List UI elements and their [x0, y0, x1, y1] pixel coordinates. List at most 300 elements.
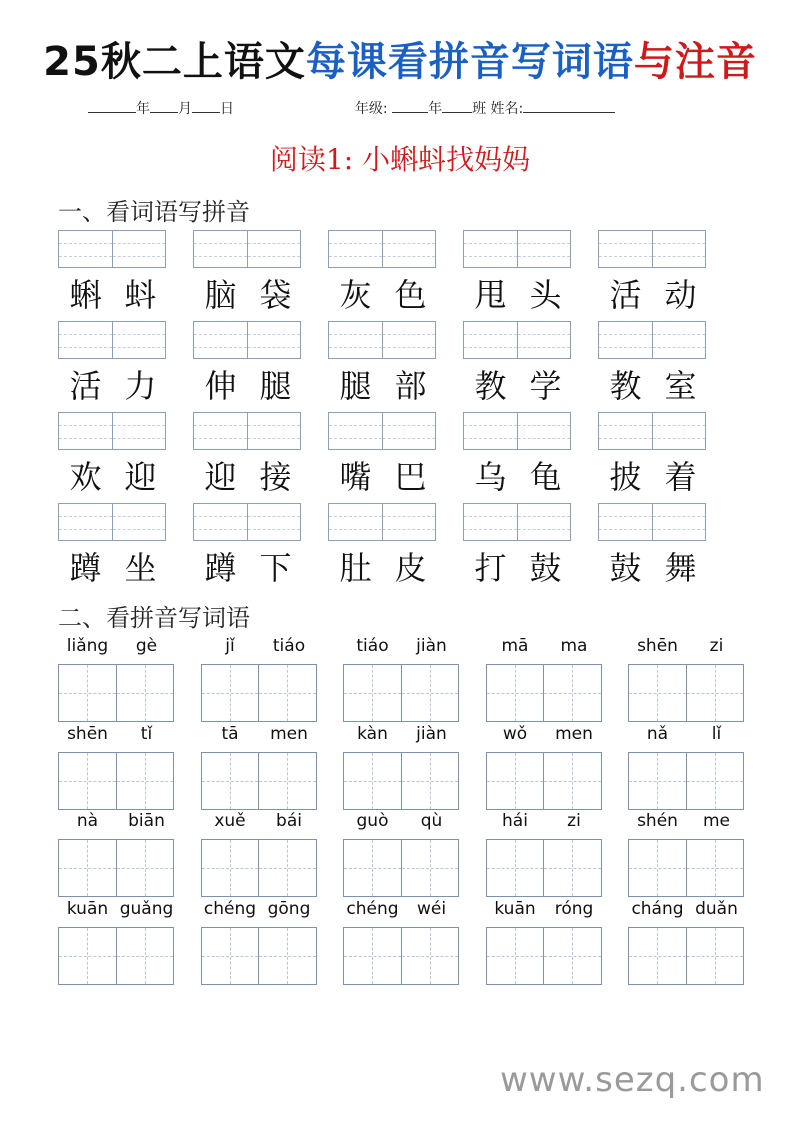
word-character: 色 — [394, 276, 427, 314]
pinyin-line-cell[interactable] — [382, 413, 436, 449]
pinyin-item — [343, 636, 461, 722]
word-character: 迎 — [124, 458, 157, 496]
word-characters — [328, 270, 438, 316]
pinyin-line-cell[interactable] — [517, 504, 571, 540]
pinyin-line — [343, 899, 461, 925]
pinyin-line — [486, 724, 604, 750]
pinyin-writing-box[interactable] — [193, 503, 301, 541]
word-item — [598, 321, 708, 407]
word-character: 蝌 — [69, 276, 102, 314]
word-character: 打 — [474, 549, 507, 587]
pinyin-line-cell[interactable] — [247, 322, 301, 358]
tian-zi-ge-square[interactable] — [629, 928, 686, 984]
pinyin-item — [343, 811, 461, 897]
tian-zi-ge-square[interactable] — [543, 665, 601, 721]
pinyin-line-cell[interactable] — [329, 504, 382, 540]
word-character: 欢 — [69, 458, 102, 496]
character-writing-grid[interactable] — [343, 664, 459, 722]
pinyin-syllable: jiàn — [416, 636, 447, 656]
word-character: 腿 — [339, 367, 372, 405]
pinyin-line — [201, 724, 319, 750]
pinyin-syllable: gōng — [267, 898, 311, 919]
word-characters — [58, 270, 168, 316]
character-writing-grid[interactable] — [343, 839, 459, 897]
tian-zi-ge-square[interactable] — [629, 753, 686, 809]
pinyin-line-cell[interactable] — [329, 322, 382, 358]
pinyin-line — [486, 811, 604, 837]
word-character: 部 — [394, 367, 427, 405]
month-blank[interactable] — [150, 100, 178, 113]
word-characters — [463, 361, 573, 407]
character-writing-grid[interactable] — [58, 752, 174, 810]
word-character: 着 — [664, 458, 697, 496]
pinyin-syllable: men — [555, 723, 593, 744]
day-blank[interactable] — [192, 100, 220, 113]
pinyin-line-cell[interactable] — [112, 504, 166, 540]
class-blank[interactable] — [442, 100, 472, 113]
pinyin-writing-box[interactable] — [598, 321, 706, 359]
tian-zi-ge-square[interactable] — [401, 665, 459, 721]
pinyin-line — [343, 811, 461, 837]
word-characters — [193, 452, 303, 498]
pinyin-syllable: tiáo — [272, 636, 306, 656]
pinyin-syllable: xuě — [214, 811, 246, 831]
word-item — [193, 412, 303, 498]
pinyin-line-cell[interactable] — [194, 504, 247, 540]
pinyin-line-cell[interactable] — [59, 413, 112, 449]
lesson-subtitle: 阅读1: 小蝌蚪找妈妈 — [269, 143, 531, 176]
title-part-1: 25秋二上语文 — [43, 39, 306, 85]
word-characters — [193, 270, 303, 316]
pinyin-writing-box[interactable] — [328, 230, 436, 268]
pinyin-line-cell[interactable] — [517, 413, 571, 449]
word-character: 蹲 — [69, 549, 102, 587]
tian-zi-ge-square[interactable] — [202, 928, 259, 984]
word-item — [598, 412, 708, 498]
pinyin-line-cell[interactable] — [247, 231, 301, 267]
student-info-line — [88, 98, 728, 118]
character-writing-grid[interactable] — [628, 664, 744, 722]
tian-zi-ge-square[interactable] — [258, 928, 316, 984]
pinyin-syllable: tā — [221, 723, 239, 744]
tian-zi-ge-square[interactable] — [258, 840, 316, 896]
word-characters — [463, 270, 573, 316]
tian-zi-ge-square[interactable] — [344, 840, 401, 896]
word-item — [463, 412, 573, 498]
pinyin-line-cell[interactable] — [59, 504, 112, 540]
character-writing-grid[interactable] — [201, 664, 317, 722]
pinyin-item — [628, 899, 746, 985]
pinyin-syllable: ma — [560, 636, 588, 656]
pinyin-syllable: shēn — [637, 636, 678, 656]
pinyin-line — [58, 636, 176, 662]
tian-zi-ge-square[interactable] — [116, 840, 174, 896]
pinyin-syllable: duǎn — [695, 898, 738, 919]
word-item — [328, 230, 438, 316]
pinyin-item — [201, 811, 319, 897]
word-character: 教 — [474, 367, 507, 405]
pinyin-writing-box[interactable] — [328, 412, 436, 450]
pinyin-syllable: mā — [501, 636, 529, 656]
pinyin-line-cell[interactable] — [599, 322, 652, 358]
pinyin-syllable: zi — [567, 811, 581, 831]
word-character: 乌 — [474, 458, 507, 496]
grade-blank[interactable] — [392, 100, 428, 113]
tian-zi-ge-square[interactable] — [116, 928, 174, 984]
word-characters — [58, 543, 168, 589]
pinyin-writing-box[interactable] — [193, 230, 301, 268]
word-characters — [193, 543, 303, 589]
word-characters — [598, 270, 708, 316]
pinyin-syllable: men — [270, 723, 308, 744]
day-suffix: 日 — [220, 101, 234, 117]
tian-zi-ge-square[interactable] — [487, 928, 544, 984]
pinyin-item — [201, 724, 319, 810]
year-suffix: 年 — [136, 101, 150, 117]
pinyin-line-cell[interactable] — [599, 413, 652, 449]
word-item — [598, 503, 708, 589]
character-writing-grid[interactable] — [343, 927, 459, 985]
pinyin-writing-box[interactable] — [463, 321, 571, 359]
pinyin-item — [58, 636, 176, 722]
pinyin-syllable: jǐ — [225, 636, 235, 656]
class-label: 班 — [472, 101, 487, 117]
pinyin-line — [486, 899, 604, 925]
title-part-3: 与注音 — [633, 39, 757, 85]
word-characters — [598, 452, 708, 498]
pinyin-writing-box[interactable] — [463, 412, 571, 450]
character-writing-grid[interactable] — [486, 927, 602, 985]
pinyin-writing-box[interactable] — [598, 412, 706, 450]
word-characters — [328, 452, 438, 498]
character-writing-grid[interactable] — [486, 752, 602, 810]
word-item — [598, 230, 708, 316]
pinyin-syllable: wéi — [416, 898, 447, 919]
word-character: 学 — [529, 367, 562, 405]
page-title — [0, 30, 800, 87]
word-character: 舞 — [664, 549, 697, 587]
character-writing-grid[interactable] — [628, 927, 744, 985]
watermark: www.sezq.com — [500, 1060, 765, 1100]
tian-zi-ge-square[interactable] — [258, 753, 316, 809]
word-character: 肚 — [339, 549, 372, 587]
pinyin-line — [58, 899, 176, 925]
pinyin-item — [58, 724, 176, 810]
word-character: 室 — [664, 367, 697, 405]
character-writing-grid[interactable] — [201, 927, 317, 985]
pinyin-line — [628, 724, 746, 750]
name-label: 姓名: — [490, 101, 524, 117]
word-character: 袋 — [259, 276, 292, 314]
tian-zi-ge-square[interactable] — [686, 665, 744, 721]
pinyin-line-cell[interactable] — [112, 413, 166, 449]
pinyin-line-cell[interactable] — [382, 504, 436, 540]
word-character: 嘴 — [339, 458, 372, 496]
word-character: 蹲 — [204, 549, 237, 587]
tian-zi-ge-square[interactable] — [344, 928, 401, 984]
pinyin-syllable: nǎ — [646, 723, 669, 744]
pinyin-syllable: qù — [420, 811, 443, 831]
tian-zi-ge-square[interactable] — [543, 928, 601, 984]
word-characters — [58, 361, 168, 407]
pinyin-syllable: guǎng — [119, 898, 174, 919]
pinyin-line — [201, 636, 319, 662]
pinyin-writing-box[interactable] — [58, 230, 166, 268]
tian-zi-ge-square[interactable] — [543, 840, 601, 896]
pinyin-line — [58, 811, 176, 837]
pinyin-line-cell[interactable] — [652, 504, 706, 540]
word-character: 活 — [69, 367, 102, 405]
character-writing-grid[interactable] — [628, 839, 744, 897]
pinyin-line — [201, 811, 319, 837]
word-characters — [328, 543, 438, 589]
word-characters — [598, 361, 708, 407]
pinyin-writing-box[interactable] — [463, 503, 571, 541]
word-character: 教 — [609, 367, 642, 405]
pinyin-line — [628, 811, 746, 837]
word-character: 接 — [259, 458, 292, 496]
pinyin-syllable: lǐ — [711, 723, 722, 744]
pinyin-writing-box[interactable] — [598, 230, 706, 268]
pinyin-item — [628, 636, 746, 722]
pinyin-line-cell[interactable] — [247, 504, 301, 540]
word-character: 下 — [259, 549, 292, 587]
pinyin-syllable: guò — [356, 811, 389, 831]
tian-zi-ge-square[interactable] — [59, 928, 116, 984]
tian-zi-ge-square[interactable] — [202, 840, 259, 896]
pinyin-item — [58, 811, 176, 897]
section-2-heading: 二、看拼音写词语 — [58, 604, 250, 632]
word-item — [328, 503, 438, 589]
word-item — [463, 321, 573, 407]
tian-zi-ge-square[interactable] — [59, 753, 116, 809]
pinyin-writing-box[interactable] — [463, 230, 571, 268]
pinyin-syllable: kuān — [494, 898, 536, 919]
tian-zi-ge-square[interactable] — [59, 665, 116, 721]
tian-zi-ge-square[interactable] — [487, 753, 544, 809]
tian-zi-ge-square[interactable] — [686, 753, 744, 809]
tian-zi-ge-square[interactable] — [629, 665, 686, 721]
pinyin-syllable: gè — [135, 636, 158, 656]
word-item — [58, 412, 168, 498]
pinyin-writing-box[interactable] — [58, 503, 166, 541]
word-character: 巴 — [394, 458, 427, 496]
word-item — [193, 230, 303, 316]
tian-zi-ge-square[interactable] — [202, 753, 259, 809]
pinyin-line-cell[interactable] — [194, 413, 247, 449]
tian-zi-ge-square[interactable] — [116, 753, 174, 809]
pinyin-syllable: shēn — [67, 723, 108, 744]
pinyin-syllable: hái — [502, 811, 528, 831]
pinyin-syllable: tiáo — [356, 636, 389, 656]
year-blank[interactable] — [88, 100, 136, 113]
pinyin-syllable: wǒ — [502, 723, 528, 744]
word-characters — [463, 543, 573, 589]
tian-zi-ge-square[interactable] — [344, 665, 401, 721]
pinyin-syllable: róng — [554, 898, 594, 919]
pinyin-line-cell[interactable] — [112, 231, 166, 267]
pinyin-syllable: bái — [276, 811, 302, 831]
pinyin-syllable: kàn — [357, 723, 388, 744]
word-character: 坐 — [124, 549, 157, 587]
pinyin-line — [628, 636, 746, 662]
character-writing-grid[interactable] — [58, 664, 174, 722]
pinyin-line-cell[interactable] — [194, 322, 247, 358]
tian-zi-ge-square[interactable] — [401, 928, 459, 984]
pinyin-writing-box[interactable] — [58, 412, 166, 450]
pinyin-line-cell[interactable] — [517, 322, 571, 358]
word-character: 蚪 — [124, 276, 157, 314]
pinyin-line — [343, 724, 461, 750]
word-item — [193, 321, 303, 407]
pinyin-line-cell[interactable] — [517, 231, 571, 267]
grade-label: 年级: — [354, 101, 388, 117]
pinyin-syllable: liǎng — [66, 636, 109, 656]
pinyin-line-cell[interactable] — [329, 413, 382, 449]
pinyin-item — [201, 636, 319, 722]
word-character: 脑 — [204, 276, 237, 314]
word-character: 腿 — [259, 367, 292, 405]
pinyin-item — [343, 899, 461, 985]
word-item — [58, 230, 168, 316]
pinyin-line — [343, 636, 461, 662]
pinyin-writing-box[interactable] — [328, 321, 436, 359]
pinyin-syllable: biān — [128, 811, 165, 831]
word-character: 披 — [609, 458, 642, 496]
pinyin-line-cell[interactable] — [652, 322, 706, 358]
pinyin-line — [628, 899, 746, 925]
word-characters — [193, 361, 303, 407]
tian-zi-ge-square[interactable] — [401, 753, 459, 809]
word-item — [463, 503, 573, 589]
word-character: 力 — [124, 367, 157, 405]
pinyin-writing-box[interactable] — [328, 503, 436, 541]
word-character: 龟 — [529, 458, 562, 496]
pinyin-syllable: me — [702, 811, 731, 831]
character-writing-grid[interactable] — [58, 927, 174, 985]
pinyin-line — [486, 636, 604, 662]
word-character: 活 — [609, 276, 642, 314]
pinyin-item — [486, 724, 604, 810]
pinyin-writing-box[interactable] — [193, 321, 301, 359]
pinyin-line-cell[interactable] — [464, 413, 517, 449]
pinyin-line-cell[interactable] — [652, 413, 706, 449]
pinyin-line-cell[interactable] — [59, 322, 112, 358]
character-writing-grid[interactable] — [343, 752, 459, 810]
pinyin-line-cell[interactable] — [59, 231, 112, 267]
word-character: 动 — [664, 276, 697, 314]
pinyin-item — [201, 899, 319, 985]
pinyin-item — [628, 724, 746, 810]
pinyin-syllable: jiàn — [416, 723, 447, 744]
tian-zi-ge-square[interactable] — [487, 840, 544, 896]
month-suffix: 月 — [178, 101, 192, 117]
word-character: 甩 — [474, 276, 507, 314]
word-character: 鼓 — [609, 549, 642, 587]
word-item — [328, 412, 438, 498]
pinyin-line — [201, 899, 319, 925]
character-writing-grid[interactable] — [201, 839, 317, 897]
word-item — [58, 503, 168, 589]
character-writing-grid[interactable] — [58, 839, 174, 897]
tian-zi-ge-square[interactable] — [686, 928, 744, 984]
pinyin-line-cell[interactable] — [464, 231, 517, 267]
section-1-heading: 一、看词语写拼音 — [58, 198, 250, 226]
pinyin-item — [58, 899, 176, 985]
character-writing-grid[interactable] — [201, 752, 317, 810]
word-characters — [598, 543, 708, 589]
tian-zi-ge-square[interactable] — [258, 665, 316, 721]
tian-zi-ge-square[interactable] — [202, 665, 259, 721]
pinyin-line-cell[interactable] — [599, 504, 652, 540]
tian-zi-ge-square[interactable] — [487, 665, 544, 721]
word-character: 头 — [529, 276, 562, 314]
character-writing-grid[interactable] — [486, 664, 602, 722]
pinyin-line-cell[interactable] — [194, 231, 247, 267]
pinyin-item — [628, 811, 746, 897]
pinyin-syllable: zi — [709, 636, 724, 656]
pinyin-item — [343, 724, 461, 810]
word-character: 伸 — [204, 367, 237, 405]
tian-zi-ge-square[interactable] — [629, 840, 686, 896]
pinyin-line — [58, 724, 176, 750]
tian-zi-ge-square[interactable] — [686, 840, 744, 896]
tian-zi-ge-square[interactable] — [543, 753, 601, 809]
pinyin-syllable: cháng — [631, 898, 684, 919]
pinyin-line-cell[interactable] — [382, 322, 436, 358]
pinyin-line-cell[interactable] — [382, 231, 436, 267]
word-character: 灰 — [339, 276, 372, 314]
pinyin-syllable: shén — [637, 811, 678, 831]
pinyin-syllable: nà — [76, 811, 99, 831]
pinyin-syllable: chéng — [203, 898, 257, 919]
pinyin-writing-box[interactable] — [193, 412, 301, 450]
tian-zi-ge-square[interactable] — [401, 840, 459, 896]
character-writing-grid[interactable] — [486, 839, 602, 897]
pinyin-line-cell[interactable] — [599, 231, 652, 267]
pinyin-line-cell[interactable] — [464, 504, 517, 540]
word-item — [328, 321, 438, 407]
name-blank[interactable] — [523, 100, 615, 113]
tian-zi-ge-square[interactable] — [59, 840, 116, 896]
word-characters — [328, 361, 438, 407]
pinyin-writing-box[interactable] — [58, 321, 166, 359]
pinyin-line-cell[interactable] — [464, 322, 517, 358]
pinyin-item — [486, 636, 604, 722]
word-item — [463, 230, 573, 316]
pinyin-item — [486, 899, 604, 985]
character-writing-grid[interactable] — [628, 752, 744, 810]
word-character: 皮 — [394, 549, 427, 587]
title-part-2: 每课看拼音写词语 — [305, 39, 634, 85]
pinyin-syllable: chéng — [346, 898, 399, 919]
tian-zi-ge-square[interactable] — [344, 753, 401, 809]
pinyin-writing-box[interactable] — [598, 503, 706, 541]
word-item — [58, 321, 168, 407]
pinyin-item — [486, 811, 604, 897]
pinyin-syllable: tǐ — [140, 723, 153, 744]
word-character: 迎 — [204, 458, 237, 496]
word-character: 鼓 — [529, 549, 562, 587]
pinyin-line-cell[interactable] — [247, 413, 301, 449]
grade-year: 年 — [428, 101, 443, 117]
tian-zi-ge-square[interactable] — [116, 665, 174, 721]
pinyin-line-cell[interactable] — [329, 231, 382, 267]
word-characters — [58, 452, 168, 498]
pinyin-line-cell[interactable] — [112, 322, 166, 358]
pinyin-line-cell[interactable] — [652, 231, 706, 267]
word-characters — [463, 452, 573, 498]
